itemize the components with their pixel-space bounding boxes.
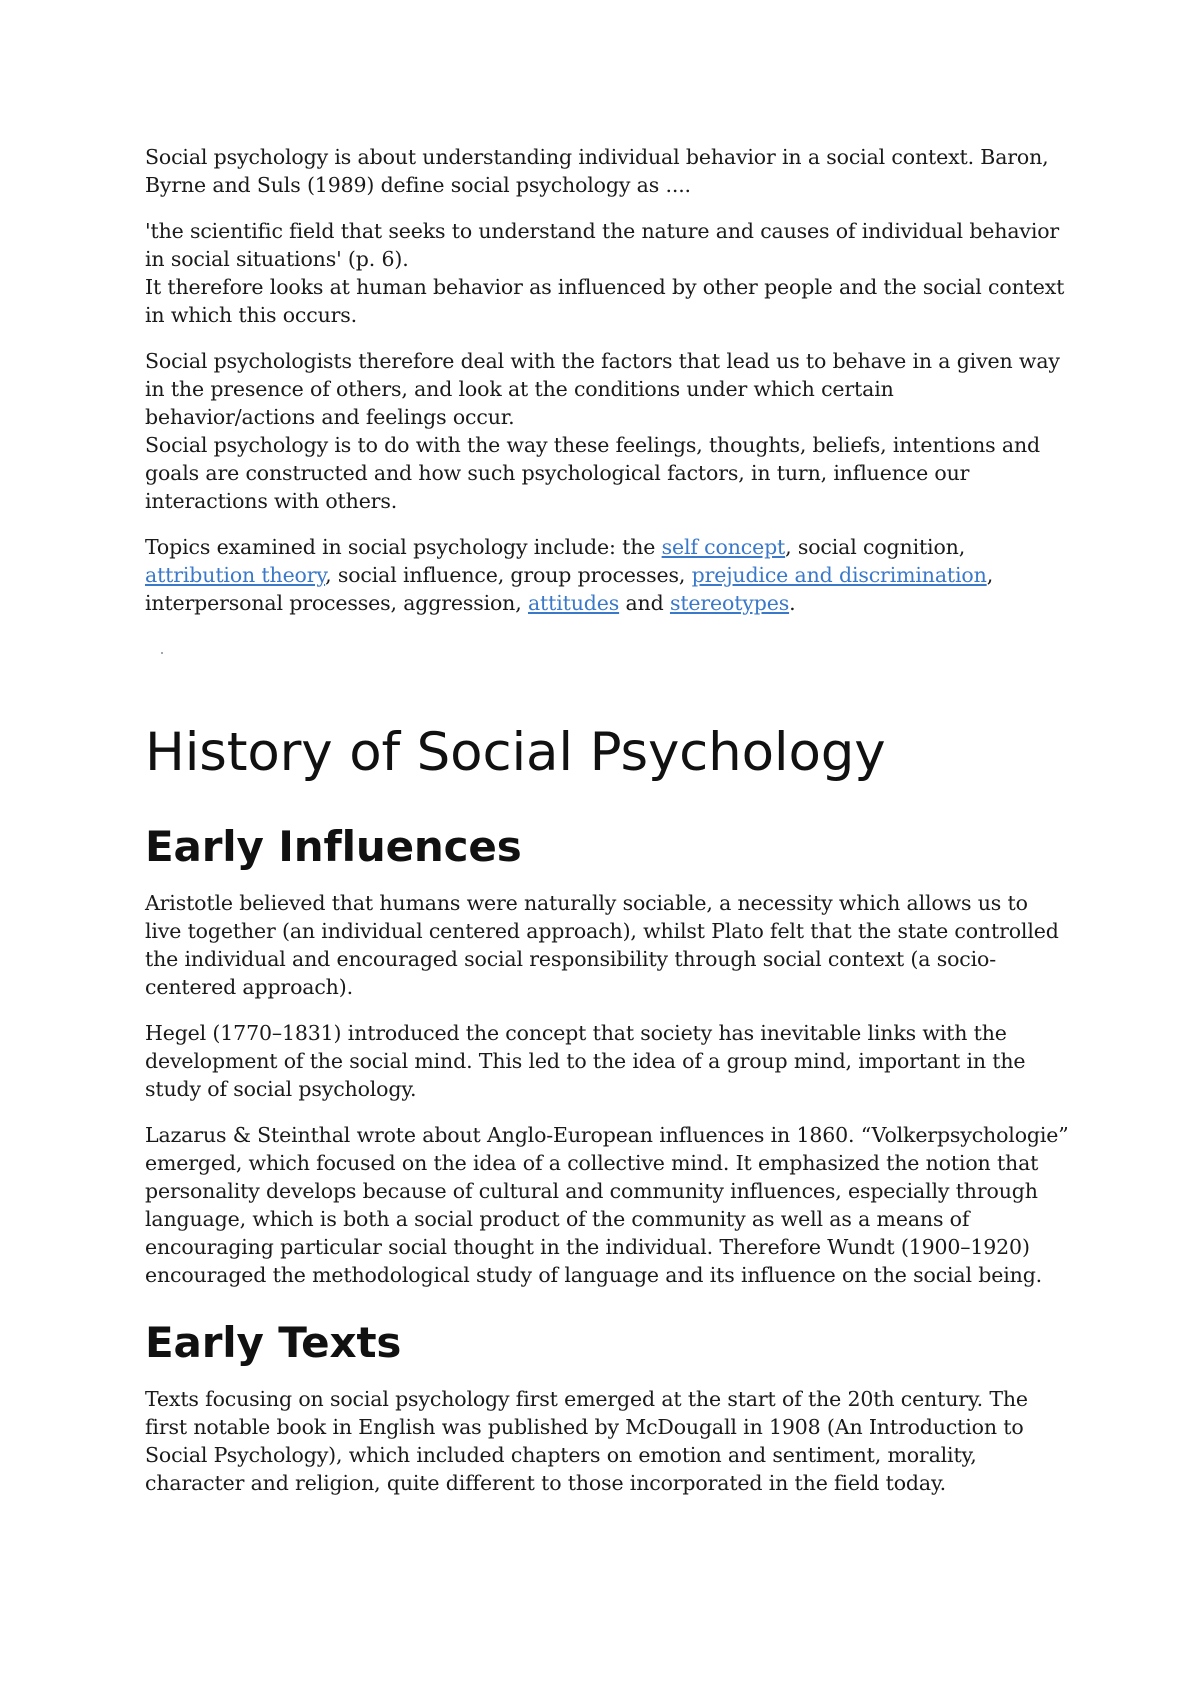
link-attitudes[interactable]: attitudes: [527, 591, 620, 615]
link-prejudice-discrimination[interactable]: prejudice and discrimination: [691, 563, 987, 587]
early-texts-heading: Early Texts: [145, 1318, 402, 1367]
psychologists-paragraph: Social psychologists therefore deal with the factors that lead us to behave in a given way in the presence of others, and look at the conditions under which certain behavior/actions and feelings occur.: [145, 349, 1060, 429]
psychologists-block: [145, 347, 1070, 515]
link-self-concept[interactable]: self concept: [661, 535, 786, 559]
intro-paragraph-1: Social psychology is about understanding individual behavior in a social context. Baron, Byrne and Suls (1989) define social psychology as ....: [145, 145, 1049, 197]
document-page: [145, 143, 1070, 1495]
stray-mark: [161, 652, 163, 654]
topics-text-5: and: [619, 591, 670, 615]
topics-text-2: , social cognition,: [785, 535, 966, 559]
early-texts-paragraph: Texts focusing on social psychology first emerged at the start of the 20th century. The first notable book in English was published by McDougall in 1908 (An Introduction to Social Psychology), which included chapters on emotion and sentiment, morality, character and religion, quite different to those incorporated in the field today.: [145, 1387, 1028, 1495]
aristotle-paragraph: Aristotle believed that humans were naturally sociable, a necessity which allows us to live together (an individual centered approach), whilst Plato felt that the state controlled the individual and encouraged social responsibility through social context (a socio-centered approach).: [145, 891, 1059, 999]
definition-quote: 'the scientific field that seeks to understand the nature and causes of individual behavior in social situations' (p. 6).: [145, 219, 1060, 271]
topics-text-4: , interpersonal processes, aggression,: [145, 563, 994, 615]
definition-explanation: It therefore looks at human behavior as influenced by other people and the social context in which this occurs.: [145, 275, 1065, 327]
link-attribution-theory[interactable]: attribution theory: [145, 563, 326, 587]
history-title: History of Social Psychology: [145, 722, 886, 783]
definition-block: [145, 217, 1070, 329]
topics-text-6: .: [789, 591, 796, 615]
hegel-paragraph: Hegel (1770–1831) introduced the concept that society has inevitable links with the development of the social mind. This led to the idea of a group mind, important in the study of social psychology.: [145, 1021, 1026, 1101]
topics-paragraph: [145, 533, 1070, 617]
topics-text-3: , social influence, group processes,: [325, 563, 692, 587]
link-stereotypes[interactable]: stereotypes: [669, 591, 790, 615]
topics-text-1: Topics examined in social psychology include: the: [145, 535, 662, 559]
early-influences-heading: Early Influences: [145, 822, 522, 871]
feelings-paragraph: Social psychology is to do with the way these feelings, thoughts, beliefs, intentions and goals are constructed and how such psychological factors, in turn, influence our interactions with others.: [145, 433, 1041, 513]
early-influences-section: [145, 821, 1070, 1497]
lazarus-paragraph: Lazarus & Steinthal wrote about Anglo-European influences in 1860. “Volkerpsychologie” emerged, which focused on the idea of a collective mind. It emphasized the notion that personality develops because of cultural and community influences, especially through language, which is both a social product of the community as well as a means of encouraging particular social thought in the individual. Therefore Wundt (1900–1920) encouraged the methodological study of language and its influence on the social being.: [145, 1123, 1069, 1287]
early-texts-section: [145, 1317, 1070, 1497]
